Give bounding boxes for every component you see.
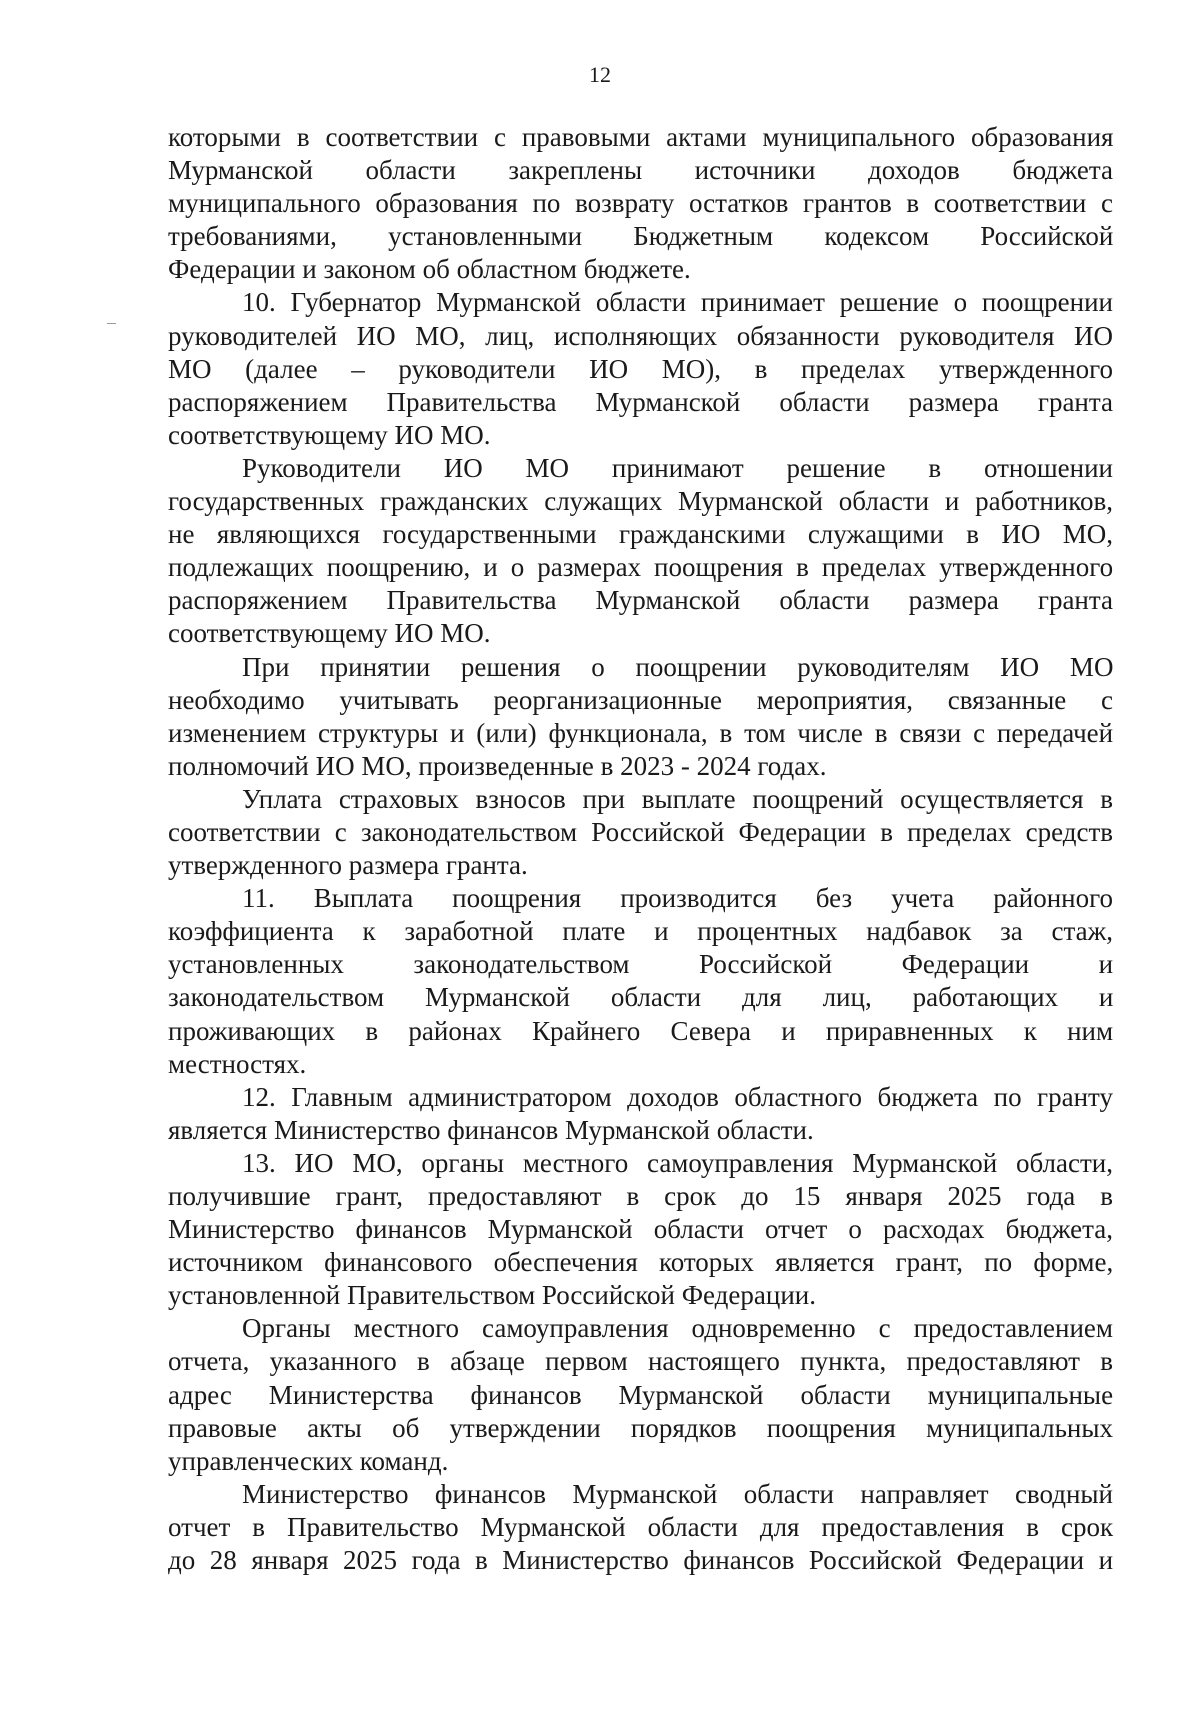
paragraph bbox=[168, 1478, 1113, 1577]
text-line: полномочий ИО МО, произведенные в 2023 - 2024 годах. bbox=[168, 750, 827, 781]
text-line: Министерство финансов Мурманской области отчет о расходах бюджета, bbox=[168, 1214, 1113, 1245]
text-line: 10. Губернатор Мурманской области принимает решение о поощрении bbox=[242, 287, 1113, 318]
text-line: Министерство финансов Мурманской области направляет сводный bbox=[242, 1478, 1113, 1509]
text-line: управленческих команд. bbox=[168, 1445, 449, 1476]
text-line: не являющихся государственными гражданскими служащими в ИО МО, bbox=[168, 519, 1113, 550]
paragraph bbox=[168, 1081, 1113, 1147]
text-line: отчет в Правительство Мурманской области для предоставления в срок bbox=[168, 1511, 1114, 1542]
text-line: утвержденного размера гранта. bbox=[168, 850, 528, 881]
text-line: Руководители ИО МО принимают решение в отношении bbox=[242, 452, 1113, 483]
text-line: подлежащих поощрению, и о размерах поощрения в пределах утвержденного bbox=[168, 552, 1114, 583]
text-line: распоряжением Правительства Мурманской области размера гранта bbox=[168, 585, 1113, 616]
text-line: источником финансового обеспечения которых является грант, по форме, bbox=[168, 1247, 1114, 1278]
text-line: 11. Выплата поощрения производится без учета районного bbox=[242, 883, 1113, 914]
text-line: законодательством Мурманской области для лиц, работающих и bbox=[168, 982, 1114, 1013]
paragraph bbox=[168, 1312, 1113, 1477]
text-line: отчета, указанного в абзаце первом настоящего пункта, предоставляют в bbox=[168, 1346, 1113, 1377]
text-line: МО (далее – руководители ИО МО), в пределах утвержденного bbox=[168, 353, 1113, 384]
text-line: местностях. bbox=[168, 1048, 307, 1079]
text-line: Органы местного самоуправления одновременно с предоставлением bbox=[242, 1313, 1113, 1344]
text-line: адрес Министерства финансов Мурманской области муниципальные bbox=[168, 1379, 1114, 1410]
text-line: коэффициента к заработной плате и процентных надбавок за стаж, bbox=[168, 916, 1113, 947]
paragraph bbox=[168, 783, 1113, 882]
text-line: соответствии с законодательством Российской Федерации в пределах средств bbox=[168, 816, 1113, 847]
text-line: проживающих в районах Крайнего Севера и приравненных к ним bbox=[168, 1015, 1114, 1046]
text-line: Мурманской области закреплены источники доходов бюджета bbox=[168, 155, 1113, 186]
text-line: требованиями, установленными Бюджетным кодексом Российской bbox=[168, 221, 1114, 252]
text-line: установленных законодательством Российской Федерации и bbox=[168, 949, 1114, 980]
page-number: 12 bbox=[589, 62, 611, 87]
document-body bbox=[168, 121, 1113, 1577]
text-line: которыми в соответствии с правовыми актами муниципального образования bbox=[168, 122, 1114, 152]
text-line: является Министерство финансов Мурманской области. bbox=[168, 1114, 814, 1145]
paragraph bbox=[168, 1147, 1113, 1312]
text-line: установленной Правительством Российской Федерации. bbox=[168, 1280, 816, 1311]
paragraph bbox=[168, 452, 1113, 651]
text-line: Федерации и законом об областном бюджете. bbox=[168, 254, 691, 285]
text-line: соответствующему ИО МО. bbox=[168, 419, 491, 450]
text-line: распоряжением Правительства Мурманской области размера гранта bbox=[168, 386, 1113, 417]
margin-mark bbox=[107, 323, 116, 324]
text-line: необходимо учитывать реорганизационные мероприятия, связанные с bbox=[168, 684, 1113, 715]
text-line: до 28 января 2025 года в Министерство финансов Российской Федерации и bbox=[168, 1545, 1114, 1576]
text-line: 13. ИО МО, органы местного самоуправления Мурманской области, bbox=[242, 1147, 1113, 1178]
text-line: государственных гражданских служащих Мурманской области и работников, bbox=[168, 486, 1113, 517]
paragraph bbox=[168, 651, 1113, 783]
text-line: муниципального образования по возврату остатков грантов в соответствии с bbox=[168, 188, 1113, 219]
text-line: Уплата страховых взносов при выплате поощрений осуществляется в bbox=[242, 783, 1113, 814]
paragraph bbox=[168, 121, 1113, 286]
text-line: изменением структуры и (или) функционала, в том числе в связи с передачей bbox=[168, 717, 1114, 748]
text-line: 12. Главным администратором доходов областного бюджета по гранту bbox=[242, 1081, 1113, 1112]
text-line: руководителей ИО МО, лиц, исполняющих обязанности руководителя ИО bbox=[168, 320, 1113, 351]
text-line: правовые акты об утверждении порядков поощрения муниципальных bbox=[168, 1412, 1113, 1443]
text-line: соответствующему ИО МО. bbox=[168, 618, 491, 649]
paragraph bbox=[168, 286, 1113, 451]
paragraph bbox=[168, 882, 1113, 1081]
text-line: При принятии решения о поощрении руководителям ИО МО bbox=[242, 651, 1114, 682]
text-line: получившие грант, предоставляют в срок до 15 января 2025 года в bbox=[168, 1181, 1113, 1211]
